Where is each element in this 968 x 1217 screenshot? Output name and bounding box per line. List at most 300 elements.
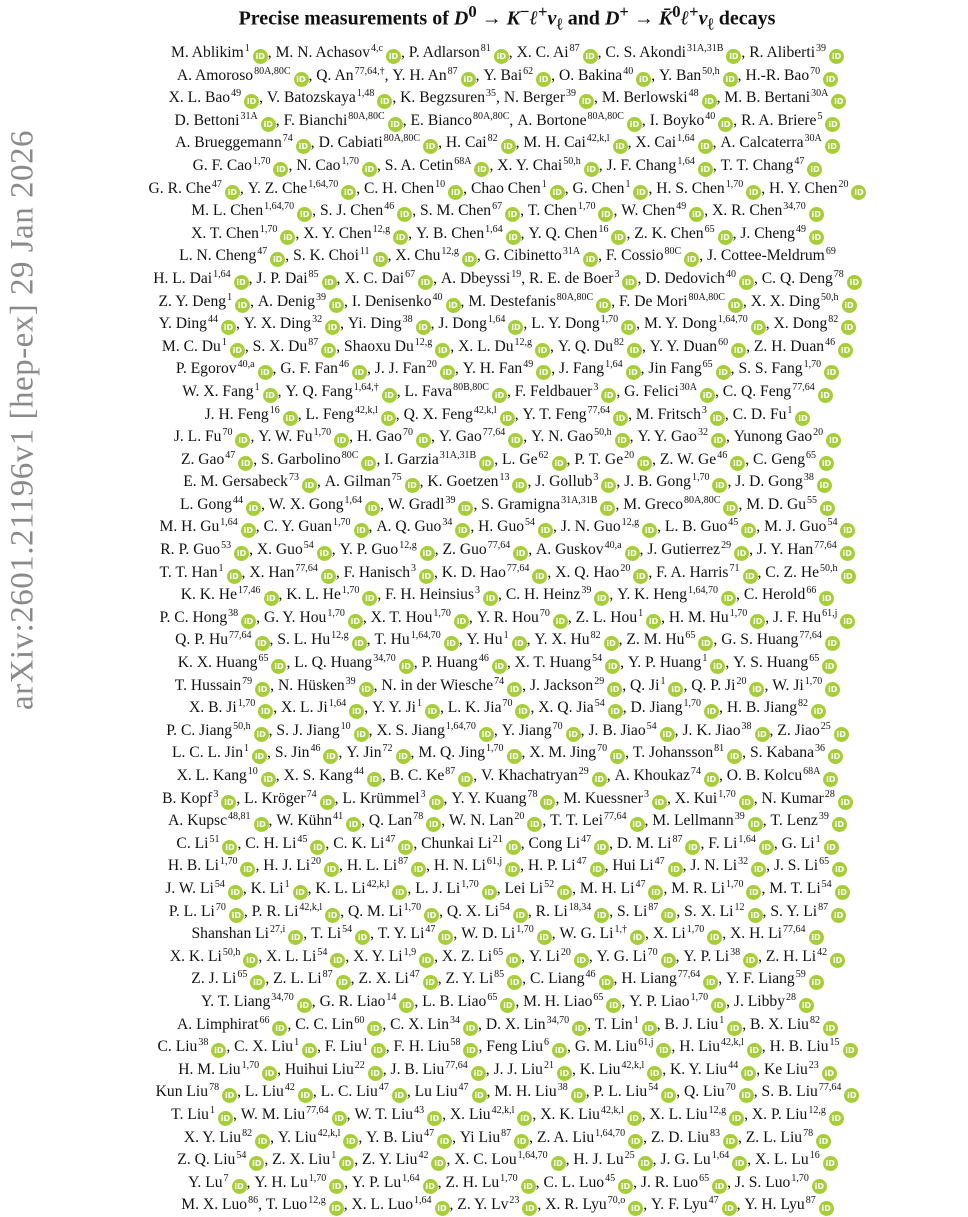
orcid-icon[interactable]: iD bbox=[712, 478, 727, 493]
orcid-icon[interactable]: iD bbox=[343, 1134, 358, 1149]
orcid-icon[interactable]: iD bbox=[492, 659, 507, 674]
orcid-icon[interactable]: iD bbox=[506, 230, 521, 245]
orcid-icon[interactable]: iD bbox=[730, 456, 745, 471]
orcid-icon[interactable]: iD bbox=[255, 682, 270, 697]
orcid-icon[interactable]: iD bbox=[832, 817, 847, 832]
orcid-icon[interactable]: iD bbox=[847, 275, 862, 290]
orcid-icon[interactable]: iD bbox=[661, 908, 676, 923]
orcid-icon[interactable]: iD bbox=[270, 252, 285, 267]
orcid-icon[interactable]: iD bbox=[354, 523, 369, 538]
orcid-icon[interactable]: iD bbox=[514, 1134, 529, 1149]
orcid-icon[interactable]: iD bbox=[461, 72, 476, 87]
orcid-icon[interactable]: iD bbox=[557, 1066, 572, 1081]
orcid-icon[interactable]: iD bbox=[426, 817, 441, 832]
orcid-icon[interactable]: iD bbox=[258, 365, 273, 380]
orcid-icon[interactable]: iD bbox=[741, 1066, 756, 1081]
orcid-icon[interactable]: iD bbox=[517, 1111, 532, 1126]
orcid-icon[interactable]: iD bbox=[341, 185, 356, 200]
orcid-icon[interactable]: iD bbox=[825, 682, 840, 697]
orcid-icon[interactable]: iD bbox=[423, 1179, 438, 1194]
orcid-icon[interactable]: iD bbox=[615, 433, 630, 448]
orcid-icon[interactable]: iD bbox=[322, 275, 337, 290]
orcid-icon[interactable]: iD bbox=[241, 614, 256, 629]
orcid-icon[interactable]: iD bbox=[819, 591, 834, 606]
orcid-icon[interactable]: iD bbox=[472, 1088, 487, 1103]
orcid-icon[interactable]: iD bbox=[423, 139, 438, 154]
orcid-icon[interactable]: iD bbox=[723, 72, 738, 87]
orcid-icon[interactable]: iD bbox=[425, 704, 440, 719]
orcid-icon[interactable]: iD bbox=[596, 298, 611, 313]
orcid-icon[interactable]: iD bbox=[399, 998, 414, 1013]
orcid-icon[interactable]: iD bbox=[321, 343, 336, 358]
orcid-icon[interactable]: iD bbox=[822, 1066, 837, 1081]
orcid-icon[interactable]: iD bbox=[799, 998, 814, 1013]
orcid-icon[interactable]: iD bbox=[222, 840, 237, 855]
orcid-icon[interactable]: iD bbox=[448, 185, 463, 200]
orcid-icon[interactable]: iD bbox=[642, 523, 657, 538]
orcid-icon[interactable]: iD bbox=[512, 478, 527, 493]
orcid-icon[interactable]: iD bbox=[538, 523, 553, 538]
orcid-icon[interactable]: iD bbox=[838, 795, 853, 810]
orcid-icon[interactable]: iD bbox=[825, 636, 840, 651]
orcid-icon[interactable]: iD bbox=[302, 1043, 317, 1058]
orcid-icon[interactable]: iD bbox=[463, 1043, 478, 1058]
orcid-icon[interactable]: iD bbox=[365, 501, 380, 516]
orcid-icon[interactable]: iD bbox=[822, 659, 837, 674]
orcid-icon[interactable]: iD bbox=[492, 388, 507, 403]
orcid-icon[interactable]: iD bbox=[823, 772, 838, 787]
orcid-icon[interactable]: iD bbox=[571, 1088, 586, 1103]
orcid-icon[interactable]: iD bbox=[841, 320, 856, 335]
orcid-icon[interactable]: iD bbox=[743, 953, 758, 968]
orcid-icon[interactable]: iD bbox=[462, 252, 477, 267]
orcid-icon[interactable]: iD bbox=[435, 1201, 450, 1216]
orcid-icon[interactable]: iD bbox=[684, 252, 699, 267]
orcid-icon[interactable]: iD bbox=[293, 885, 308, 900]
orcid-icon[interactable]: iD bbox=[795, 411, 810, 426]
orcid-icon[interactable]: iD bbox=[255, 636, 270, 651]
orcid-icon[interactable]: iD bbox=[273, 162, 288, 177]
orcid-icon[interactable]: iD bbox=[332, 1111, 347, 1126]
orcid-icon[interactable]: iD bbox=[527, 817, 542, 832]
orcid-icon[interactable]: iD bbox=[235, 298, 250, 313]
orcid-icon[interactable]: iD bbox=[381, 411, 396, 426]
orcid-icon[interactable]: iD bbox=[729, 1111, 744, 1126]
orcid-icon[interactable]: iD bbox=[317, 546, 332, 561]
orcid-icon[interactable]: iD bbox=[823, 1156, 838, 1171]
orcid-icon[interactable]: iD bbox=[727, 749, 742, 764]
orcid-icon[interactable]: iD bbox=[652, 795, 667, 810]
orcid-icon[interactable]: iD bbox=[482, 885, 497, 900]
orcid-icon[interactable]: iD bbox=[474, 162, 489, 177]
orcid-icon[interactable]: iD bbox=[698, 636, 713, 651]
orcid-icon[interactable]: iD bbox=[841, 569, 856, 584]
orcid-icon[interactable]: iD bbox=[842, 298, 857, 313]
orcid-icon[interactable]: iD bbox=[250, 975, 265, 990]
orcid-icon[interactable]: iD bbox=[330, 953, 345, 968]
orcid-icon[interactable]: iD bbox=[294, 72, 309, 87]
orcid-icon[interactable]: iD bbox=[751, 320, 766, 335]
orcid-icon[interactable]: iD bbox=[373, 252, 388, 267]
orcid-icon[interactable]: iD bbox=[225, 185, 240, 200]
orcid-icon[interactable]: iD bbox=[566, 727, 581, 742]
orcid-icon[interactable]: iD bbox=[367, 772, 382, 787]
orcid-icon[interactable]: iD bbox=[471, 1066, 486, 1081]
orcid-icon[interactable]: iD bbox=[748, 908, 763, 923]
orcid-icon[interactable]: iD bbox=[574, 953, 589, 968]
orcid-icon[interactable]: iD bbox=[272, 1021, 287, 1036]
orcid-icon[interactable]: iD bbox=[298, 1088, 313, 1103]
orcid-icon[interactable]: iD bbox=[500, 998, 515, 1013]
orcid-icon[interactable]: iD bbox=[512, 636, 527, 651]
orcid-icon[interactable]: iD bbox=[707, 930, 722, 945]
orcid-icon[interactable]: iD bbox=[362, 162, 377, 177]
orcid-icon[interactable]: iD bbox=[702, 94, 717, 109]
orcid-icon[interactable]: iD bbox=[513, 546, 528, 561]
orcid-icon[interactable]: iD bbox=[264, 591, 279, 606]
orcid-icon[interactable]: iD bbox=[627, 117, 642, 132]
orcid-icon[interactable]: iD bbox=[809, 230, 824, 245]
orcid-icon[interactable]: iD bbox=[628, 1201, 643, 1216]
orcid-icon[interactable]: iD bbox=[633, 569, 648, 584]
orcid-icon[interactable]: iD bbox=[647, 1066, 662, 1081]
orcid-icon[interactable]: iD bbox=[604, 636, 619, 651]
orcid-icon[interactable]: iD bbox=[334, 433, 349, 448]
orcid-icon[interactable]: iD bbox=[751, 862, 766, 877]
orcid-icon[interactable]: iD bbox=[455, 523, 470, 538]
orcid-icon[interactable]: iD bbox=[352, 365, 367, 380]
orcid-icon[interactable]: iD bbox=[361, 456, 376, 471]
orcid-icon[interactable]: iD bbox=[710, 659, 725, 674]
orcid-icon[interactable]: iD bbox=[601, 388, 616, 403]
orcid-icon[interactable]: iD bbox=[222, 1088, 237, 1103]
orcid-icon[interactable]: iD bbox=[743, 569, 758, 584]
orcid-icon[interactable]: iD bbox=[234, 275, 249, 290]
orcid-icon[interactable]: iD bbox=[633, 185, 648, 200]
orcid-icon[interactable]: iD bbox=[840, 546, 855, 561]
orcid-icon[interactable]: iD bbox=[584, 162, 599, 177]
orcid-icon[interactable]: iD bbox=[812, 1179, 827, 1194]
orcid-icon[interactable]: iD bbox=[594, 591, 609, 606]
orcid-icon[interactable]: iD bbox=[262, 1066, 277, 1081]
orcid-icon[interactable]: iD bbox=[583, 252, 598, 267]
orcid-icon[interactable]: iD bbox=[661, 1088, 676, 1103]
orcid-icon[interactable]: iD bbox=[423, 975, 438, 990]
orcid-icon[interactable]: iD bbox=[698, 139, 713, 154]
orcid-icon[interactable]: iD bbox=[746, 885, 761, 900]
orcid-icon[interactable]: iD bbox=[668, 682, 683, 697]
orcid-icon[interactable]: iD bbox=[716, 365, 731, 380]
orcid-icon[interactable]: iD bbox=[302, 478, 317, 493]
orcid-icon[interactable]: iD bbox=[625, 546, 640, 561]
orcid-icon[interactable]: iD bbox=[755, 727, 770, 742]
orcid-icon[interactable]: iD bbox=[613, 139, 628, 154]
orcid-icon[interactable]: iD bbox=[621, 320, 636, 335]
orcid-icon[interactable]: iD bbox=[637, 456, 652, 471]
orcid-icon[interactable]: iD bbox=[579, 94, 594, 109]
orcid-icon[interactable]: iD bbox=[522, 1201, 537, 1216]
orcid-icon[interactable]: iD bbox=[834, 727, 849, 742]
orcid-icon[interactable]: iD bbox=[479, 727, 494, 742]
orcid-icon[interactable]: iD bbox=[824, 840, 839, 855]
orcid-icon[interactable]: iD bbox=[513, 908, 528, 923]
orcid-icon[interactable]: iD bbox=[823, 1021, 838, 1036]
orcid-icon[interactable]: iD bbox=[507, 682, 522, 697]
orcid-icon[interactable]: iD bbox=[553, 614, 568, 629]
orcid-icon[interactable]: iD bbox=[820, 501, 835, 516]
orcid-icon[interactable]: iD bbox=[840, 614, 855, 629]
orcid-icon[interactable]: iD bbox=[728, 298, 743, 313]
orcid-icon[interactable]: iD bbox=[418, 275, 433, 290]
orcid-icon[interactable]: iD bbox=[592, 772, 607, 787]
orcid-icon[interactable]: iD bbox=[438, 930, 453, 945]
orcid-icon[interactable]: iD bbox=[628, 1134, 643, 1149]
orcid-icon[interactable]: iD bbox=[739, 275, 754, 290]
orcid-icon[interactable]: iD bbox=[551, 1156, 566, 1171]
orcid-icon[interactable]: iD bbox=[704, 772, 719, 787]
orcid-icon[interactable]: iD bbox=[386, 49, 401, 64]
orcid-icon[interactable]: iD bbox=[254, 817, 269, 832]
orcid-icon[interactable]: iD bbox=[831, 908, 846, 923]
orcid-icon[interactable]: iD bbox=[540, 795, 555, 810]
orcid-icon[interactable]: iD bbox=[819, 1201, 834, 1216]
orcid-icon[interactable]: iD bbox=[323, 749, 338, 764]
orcid-icon[interactable]: iD bbox=[505, 862, 520, 877]
orcid-icon[interactable]: iD bbox=[828, 749, 843, 764]
orcid-icon[interactable]: iD bbox=[711, 998, 726, 1013]
orcid-icon[interactable]: iD bbox=[324, 862, 339, 877]
orcid-icon[interactable]: iD bbox=[329, 1201, 344, 1216]
orcid-icon[interactable]: iD bbox=[817, 478, 832, 493]
orcid-icon[interactable]: iD bbox=[731, 343, 746, 358]
orcid-icon[interactable]: iD bbox=[254, 727, 269, 742]
orcid-icon[interactable]: iD bbox=[721, 591, 736, 606]
orcid-icon[interactable]: iD bbox=[252, 749, 267, 764]
orcid-icon[interactable]: iD bbox=[668, 862, 683, 877]
orcid-icon[interactable]: iD bbox=[535, 343, 550, 358]
orcid-icon[interactable]: iD bbox=[741, 523, 756, 538]
orcid-icon[interactable]: iD bbox=[689, 207, 704, 222]
orcid-icon[interactable]: iD bbox=[458, 772, 473, 787]
orcid-icon[interactable]: iD bbox=[825, 117, 840, 132]
orcid-icon[interactable]: iD bbox=[816, 1134, 831, 1149]
orcid-icon[interactable]: iD bbox=[444, 636, 459, 651]
orcid-icon[interactable]: iD bbox=[732, 1156, 747, 1171]
orcid-icon[interactable]: iD bbox=[392, 1088, 407, 1103]
orcid-icon[interactable]: iD bbox=[427, 1111, 442, 1126]
orcid-icon[interactable]: iD bbox=[393, 230, 408, 245]
orcid-icon[interactable]: iD bbox=[626, 365, 641, 380]
orcid-icon[interactable]: iD bbox=[211, 1043, 226, 1058]
orcid-icon[interactable]: iD bbox=[377, 94, 392, 109]
orcid-icon[interactable]: iD bbox=[809, 930, 824, 945]
orcid-icon[interactable]: iD bbox=[325, 908, 340, 923]
orcid-icon[interactable]: iD bbox=[830, 953, 845, 968]
orcid-icon[interactable]: iD bbox=[590, 862, 605, 877]
orcid-icon[interactable]: iD bbox=[831, 94, 846, 109]
orcid-icon[interactable]: iD bbox=[261, 117, 276, 132]
orcid-icon[interactable]: iD bbox=[536, 365, 551, 380]
orcid-icon[interactable]: iD bbox=[371, 1043, 386, 1058]
orcid-icon[interactable]: iD bbox=[550, 185, 565, 200]
orcid-icon[interactable]: iD bbox=[221, 320, 236, 335]
orcid-icon[interactable]: iD bbox=[660, 727, 675, 742]
orcid-icon[interactable]: iD bbox=[398, 840, 413, 855]
orcid-icon[interactable]: iD bbox=[367, 1021, 382, 1036]
orcid-icon[interactable]: iD bbox=[234, 546, 249, 561]
orcid-icon[interactable]: iD bbox=[440, 365, 455, 380]
orcid-icon[interactable]: iD bbox=[396, 749, 411, 764]
orcid-icon[interactable]: iD bbox=[622, 275, 637, 290]
orcid-icon[interactable]: iD bbox=[661, 953, 676, 968]
orcid-icon[interactable]: iD bbox=[505, 207, 520, 222]
orcid-icon[interactable]: iD bbox=[494, 49, 509, 64]
orcid-icon[interactable]: iD bbox=[346, 817, 361, 832]
orcid-icon[interactable]: iD bbox=[698, 162, 713, 177]
orcid-icon[interactable]: iD bbox=[630, 930, 645, 945]
orcid-icon[interactable]: iD bbox=[851, 185, 866, 200]
orcid-icon[interactable]: iD bbox=[718, 230, 733, 245]
orcid-icon[interactable]: iD bbox=[613, 411, 628, 426]
orcid-icon[interactable]: iD bbox=[838, 343, 853, 358]
orcid-icon[interactable]: iD bbox=[221, 795, 236, 810]
orcid-icon[interactable]: iD bbox=[429, 795, 444, 810]
orcid-icon[interactable]: iD bbox=[240, 862, 255, 877]
orcid-icon[interactable]: iD bbox=[598, 207, 613, 222]
orcid-icon[interactable]: iD bbox=[218, 1111, 233, 1126]
orcid-icon[interactable]: iD bbox=[601, 478, 616, 493]
orcid-icon[interactable]: iD bbox=[648, 885, 663, 900]
orcid-icon[interactable]: iD bbox=[419, 569, 434, 584]
orcid-icon[interactable]: iD bbox=[271, 659, 286, 674]
orcid-icon[interactable]: iD bbox=[618, 1179, 633, 1194]
orcid-icon[interactable]: iD bbox=[722, 1201, 737, 1216]
orcid-icon[interactable]: iD bbox=[246, 501, 261, 516]
orcid-icon[interactable]: iD bbox=[818, 388, 833, 403]
orcid-icon[interactable]: iD bbox=[811, 704, 826, 719]
orcid-icon[interactable]: iD bbox=[329, 298, 344, 313]
orcid-icon[interactable]: iD bbox=[594, 840, 609, 855]
orcid-icon[interactable]: iD bbox=[411, 862, 426, 877]
orcid-icon[interactable]: iD bbox=[726, 49, 741, 64]
orcid-icon[interactable]: iD bbox=[392, 885, 407, 900]
orcid-icon[interactable]: iD bbox=[636, 72, 651, 87]
orcid-icon[interactable]: iD bbox=[227, 569, 242, 584]
orcid-icon[interactable]: iD bbox=[710, 411, 725, 426]
orcid-icon[interactable]: iD bbox=[630, 817, 645, 832]
orcid-icon[interactable]: iD bbox=[627, 343, 642, 358]
orcid-icon[interactable]: iD bbox=[611, 230, 626, 245]
orcid-icon[interactable]: iD bbox=[703, 975, 718, 990]
orcid-icon[interactable]: iD bbox=[416, 433, 431, 448]
orcid-icon[interactable]: iD bbox=[536, 72, 551, 87]
orcid-icon[interactable]: iD bbox=[807, 162, 822, 177]
orcid-icon[interactable]: iD bbox=[463, 1021, 478, 1036]
orcid-icon[interactable]: iD bbox=[261, 772, 276, 787]
orcid-icon[interactable]: iD bbox=[599, 975, 614, 990]
orcid-icon[interactable]: iD bbox=[243, 953, 258, 968]
orcid-icon[interactable]: iD bbox=[280, 230, 295, 245]
orcid-icon[interactable]: iD bbox=[704, 704, 719, 719]
orcid-icon[interactable]: iD bbox=[382, 388, 397, 403]
orcid-icon[interactable]: iD bbox=[420, 546, 435, 561]
orcid-icon[interactable]: iD bbox=[288, 930, 303, 945]
orcid-icon[interactable]: iD bbox=[685, 840, 700, 855]
orcid-icon[interactable]: iD bbox=[501, 139, 516, 154]
orcid-icon[interactable]: iD bbox=[552, 1043, 567, 1058]
orcid-icon[interactable]: iD bbox=[424, 908, 439, 923]
orcid-icon[interactable]: iD bbox=[355, 930, 370, 945]
orcid-icon[interactable]: iD bbox=[718, 117, 733, 132]
orcid-icon[interactable]: iD bbox=[368, 1066, 383, 1081]
orcid-icon[interactable]: iD bbox=[479, 456, 494, 471]
orcid-icon[interactable]: iD bbox=[594, 908, 609, 923]
orcid-icon[interactable]: iD bbox=[700, 388, 715, 403]
orcid-icon[interactable]: iD bbox=[825, 139, 840, 154]
orcid-icon[interactable]: iD bbox=[711, 433, 726, 448]
orcid-icon[interactable]: iD bbox=[416, 320, 431, 335]
orcid-icon[interactable]: iD bbox=[748, 817, 763, 832]
orcid-icon[interactable]: iD bbox=[557, 885, 572, 900]
orcid-icon[interactable]: iD bbox=[600, 501, 615, 516]
orcid-icon[interactable]: iD bbox=[310, 840, 325, 855]
orcid-icon[interactable]: iD bbox=[727, 1021, 742, 1036]
orcid-icon[interactable]: iD bbox=[419, 953, 434, 968]
orcid-icon[interactable]: iD bbox=[638, 1156, 653, 1171]
orcid-icon[interactable]: iD bbox=[642, 1021, 657, 1036]
orcid-icon[interactable]: iD bbox=[454, 614, 469, 629]
orcid-icon[interactable]: iD bbox=[607, 682, 622, 697]
orcid-icon[interactable]: iD bbox=[253, 49, 268, 64]
orcid-icon[interactable]: iD bbox=[605, 659, 620, 674]
orcid-icon[interactable]: iD bbox=[297, 998, 312, 1013]
orcid-icon[interactable]: iD bbox=[506, 840, 521, 855]
orcid-icon[interactable]: iD bbox=[809, 207, 824, 222]
orcid-icon[interactable]: iD bbox=[359, 682, 374, 697]
orcid-icon[interactable]: iD bbox=[552, 456, 567, 471]
orcid-icon[interactable]: iD bbox=[844, 1088, 859, 1103]
orcid-icon[interactable]: iD bbox=[608, 704, 623, 719]
orcid-icon[interactable]: iD bbox=[809, 975, 824, 990]
orcid-icon[interactable]: iD bbox=[458, 501, 473, 516]
orcid-icon[interactable]: iD bbox=[325, 320, 340, 335]
orcid-icon[interactable]: iD bbox=[507, 749, 522, 764]
orcid-icon[interactable]: iD bbox=[712, 1179, 727, 1194]
orcid-icon[interactable]: iD bbox=[320, 795, 335, 810]
orcid-icon[interactable]: iD bbox=[349, 704, 364, 719]
orcid-icon[interactable]: iD bbox=[759, 840, 774, 855]
orcid-icon[interactable]: iD bbox=[506, 953, 521, 968]
orcid-icon[interactable]: iD bbox=[232, 1179, 247, 1194]
orcid-icon[interactable]: iD bbox=[843, 1043, 858, 1058]
orcid-icon[interactable]: iD bbox=[627, 1111, 642, 1126]
orcid-icon[interactable]: iD bbox=[249, 1156, 264, 1171]
orcid-icon[interactable]: iD bbox=[840, 523, 855, 538]
orcid-icon[interactable]: iD bbox=[537, 930, 552, 945]
orcid-icon[interactable]: iD bbox=[532, 569, 547, 584]
orcid-icon[interactable]: iD bbox=[255, 1134, 270, 1149]
orcid-icon[interactable]: iD bbox=[832, 862, 847, 877]
orcid-icon[interactable]: iD bbox=[230, 343, 245, 358]
orcid-icon[interactable]: iD bbox=[646, 614, 661, 629]
orcid-icon[interactable]: iD bbox=[336, 975, 351, 990]
orcid-icon[interactable]: iD bbox=[750, 614, 765, 629]
orcid-icon[interactable]: iD bbox=[244, 94, 259, 109]
orcid-icon[interactable]: iD bbox=[446, 298, 461, 313]
orcid-icon[interactable]: iD bbox=[723, 1134, 738, 1149]
orcid-icon[interactable]: iD bbox=[515, 704, 530, 719]
orcid-icon[interactable]: iD bbox=[739, 795, 754, 810]
